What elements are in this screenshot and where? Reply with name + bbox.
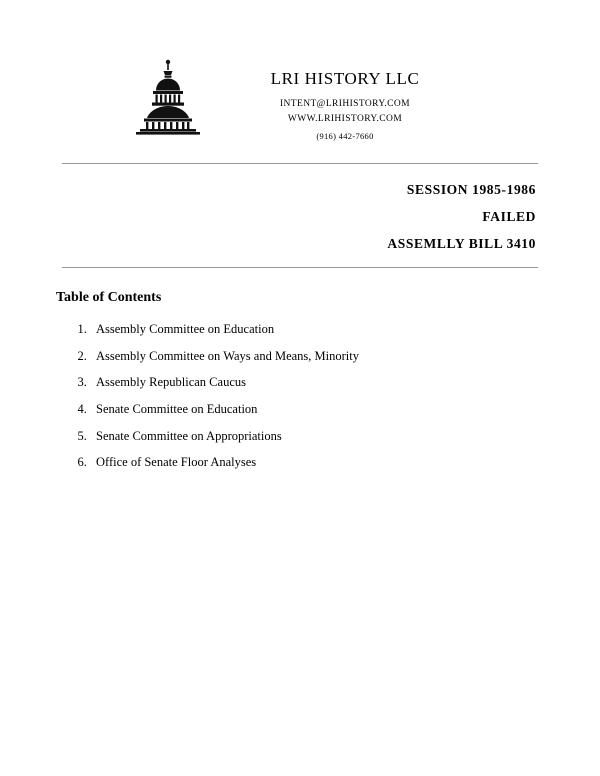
letterhead-text [215,55,475,141]
session-year: SESSION 1985-1986 [406,182,536,197]
bill-status: FAILED [482,209,536,224]
letterhead [0,0,600,141]
toc-list [56,322,600,471]
capitol-dome-icon [125,57,211,137]
table-of-contents [0,268,600,471]
company-email: INTENT@LRIHISTORY.COM [279,99,410,109]
company-phone: (916) 442-7660 [316,131,374,141]
session-block [0,164,600,252]
bill-number: ASSEMLLY BILL 3410 [387,236,536,251]
company-name: LRI HISTORY LLC [270,69,420,88]
list-item[interactable]: 4. Senate Committee on Education [90,402,600,418]
list-item[interactable]: 3. Assembly Republican Caucus [90,375,600,391]
list-item[interactable]: 5. Senate Committee on Appropriations [90,429,600,445]
list-item[interactable]: 2. Assembly Committee on Ways and Means, Minority [90,349,600,365]
list-item[interactable]: 1. Assembly Committee on Education [90,322,600,338]
page-title: Table of Contents [56,290,162,305]
list-item[interactable]: 6. Office of Senate Floor Analyses [90,455,600,471]
company-website: WWW.LRIHISTORY.COM [287,114,403,124]
